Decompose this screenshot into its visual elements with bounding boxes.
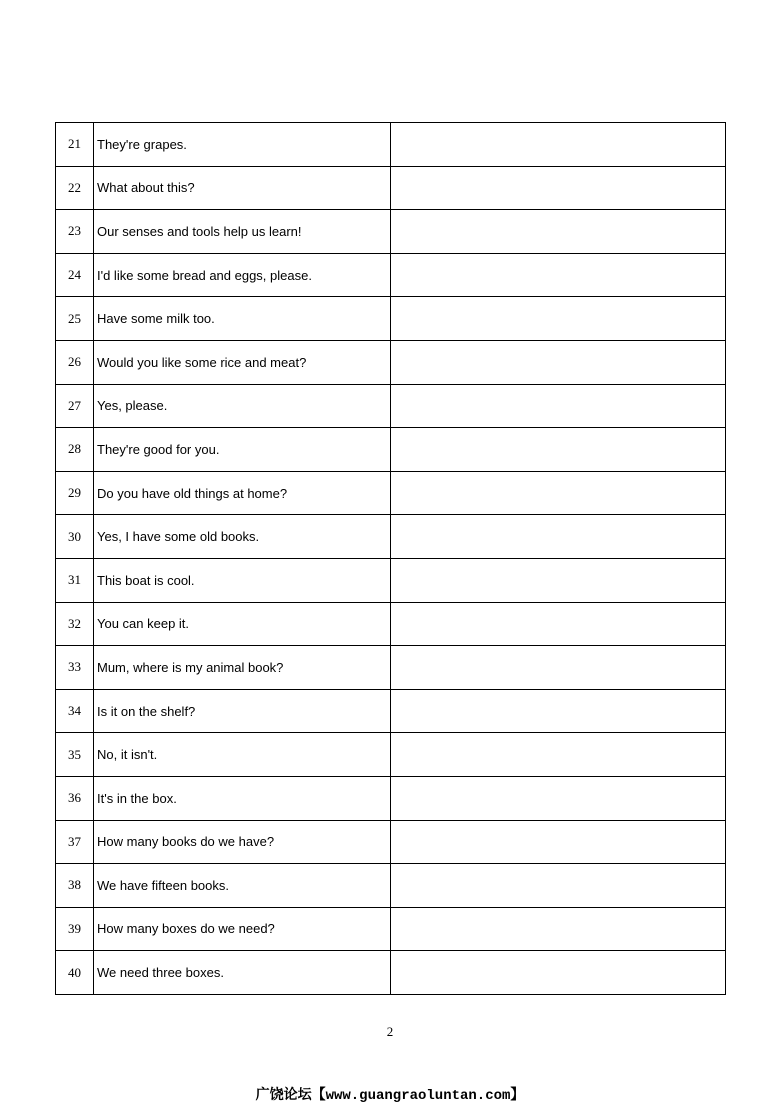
row-answer-cell[interactable] [391,907,726,951]
row-number: 24 [56,253,94,297]
row-answer-cell[interactable] [391,558,726,602]
row-sentence: It's in the box. [94,776,391,820]
row-number: 40 [56,951,94,995]
row-number: 29 [56,471,94,515]
row-answer-cell[interactable] [391,820,726,864]
row-sentence: This boat is cool. [94,558,391,602]
row-sentence: We need three boxes. [94,951,391,995]
row-number: 22 [56,166,94,210]
table-row [56,428,726,472]
row-number: 23 [56,210,94,254]
table-row [56,776,726,820]
row-sentence: Do you have old things at home? [94,471,391,515]
table-row [56,951,726,995]
row-sentence: What about this? [94,166,391,210]
row-number: 26 [56,340,94,384]
row-sentence: Would you like some rice and meat? [94,340,391,384]
row-sentence: We have fifteen books. [94,864,391,908]
row-sentence: No, it isn't. [94,733,391,777]
footer-bracket-close: 】 [510,1086,525,1102]
table-row [56,515,726,559]
row-answer-cell[interactable] [391,864,726,908]
row-answer-cell[interactable] [391,776,726,820]
row-answer-cell[interactable] [391,602,726,646]
row-answer-cell[interactable] [391,689,726,733]
footer-site-name: 广饶论坛 [255,1086,312,1102]
row-answer-cell[interactable] [391,384,726,428]
row-number: 30 [56,515,94,559]
table-row [56,253,726,297]
row-sentence: How many boxes do we need? [94,907,391,951]
sentence-table-body [56,123,726,995]
row-number: 31 [56,558,94,602]
table-row [56,340,726,384]
row-sentence: How many books do we have? [94,820,391,864]
row-sentence: Our senses and tools help us learn! [94,210,391,254]
table-row [56,820,726,864]
table-row [56,558,726,602]
row-sentence: They're good for you. [94,428,391,472]
table-row [56,297,726,341]
page-number: 2 [386,1024,394,1039]
row-answer-cell[interactable] [391,253,726,297]
row-answer-cell[interactable] [391,428,726,472]
row-sentence: Yes, I have some old books. [94,515,391,559]
row-number: 39 [56,907,94,951]
row-answer-cell[interactable] [391,166,726,210]
table-row [56,689,726,733]
row-sentence: Yes, please. [94,384,391,428]
row-answer-cell[interactable] [391,210,726,254]
row-answer-cell[interactable] [391,471,726,515]
table-row [56,384,726,428]
row-number: 38 [56,864,94,908]
row-sentence: They're grapes. [94,123,391,167]
site-footer [0,1084,780,1104]
row-number: 37 [56,820,94,864]
row-number: 28 [56,428,94,472]
table-row [56,907,726,951]
row-number: 25 [56,297,94,341]
row-answer-cell[interactable] [391,951,726,995]
row-number: 35 [56,733,94,777]
table-row [56,602,726,646]
row-answer-cell[interactable] [391,515,726,559]
sentence-table [55,122,726,995]
row-sentence: Have some milk too. [94,297,391,341]
table-row [56,210,726,254]
row-answer-cell[interactable] [391,340,726,384]
row-answer-cell[interactable] [391,123,726,167]
row-sentence: Is it on the shelf? [94,689,391,733]
footer-site-url[interactable]: www.guangraoluntan.com [325,1088,511,1104]
row-number: 34 [56,689,94,733]
row-number: 33 [56,646,94,690]
table-row [56,123,726,167]
table-row [56,733,726,777]
row-answer-cell[interactable] [391,733,726,777]
row-number: 21 [56,123,94,167]
footer-bracket-open: 【 [311,1086,326,1102]
row-number: 32 [56,602,94,646]
table-row [56,166,726,210]
row-answer-cell[interactable] [391,646,726,690]
table-row [56,646,726,690]
row-answer-cell[interactable] [391,297,726,341]
table-row [56,864,726,908]
table-row [56,471,726,515]
row-sentence: Mum, where is my animal book? [94,646,391,690]
row-number: 27 [56,384,94,428]
row-sentence: You can keep it. [94,602,391,646]
row-sentence: I'd like some bread and eggs, please. [94,253,391,297]
row-number: 36 [56,776,94,820]
